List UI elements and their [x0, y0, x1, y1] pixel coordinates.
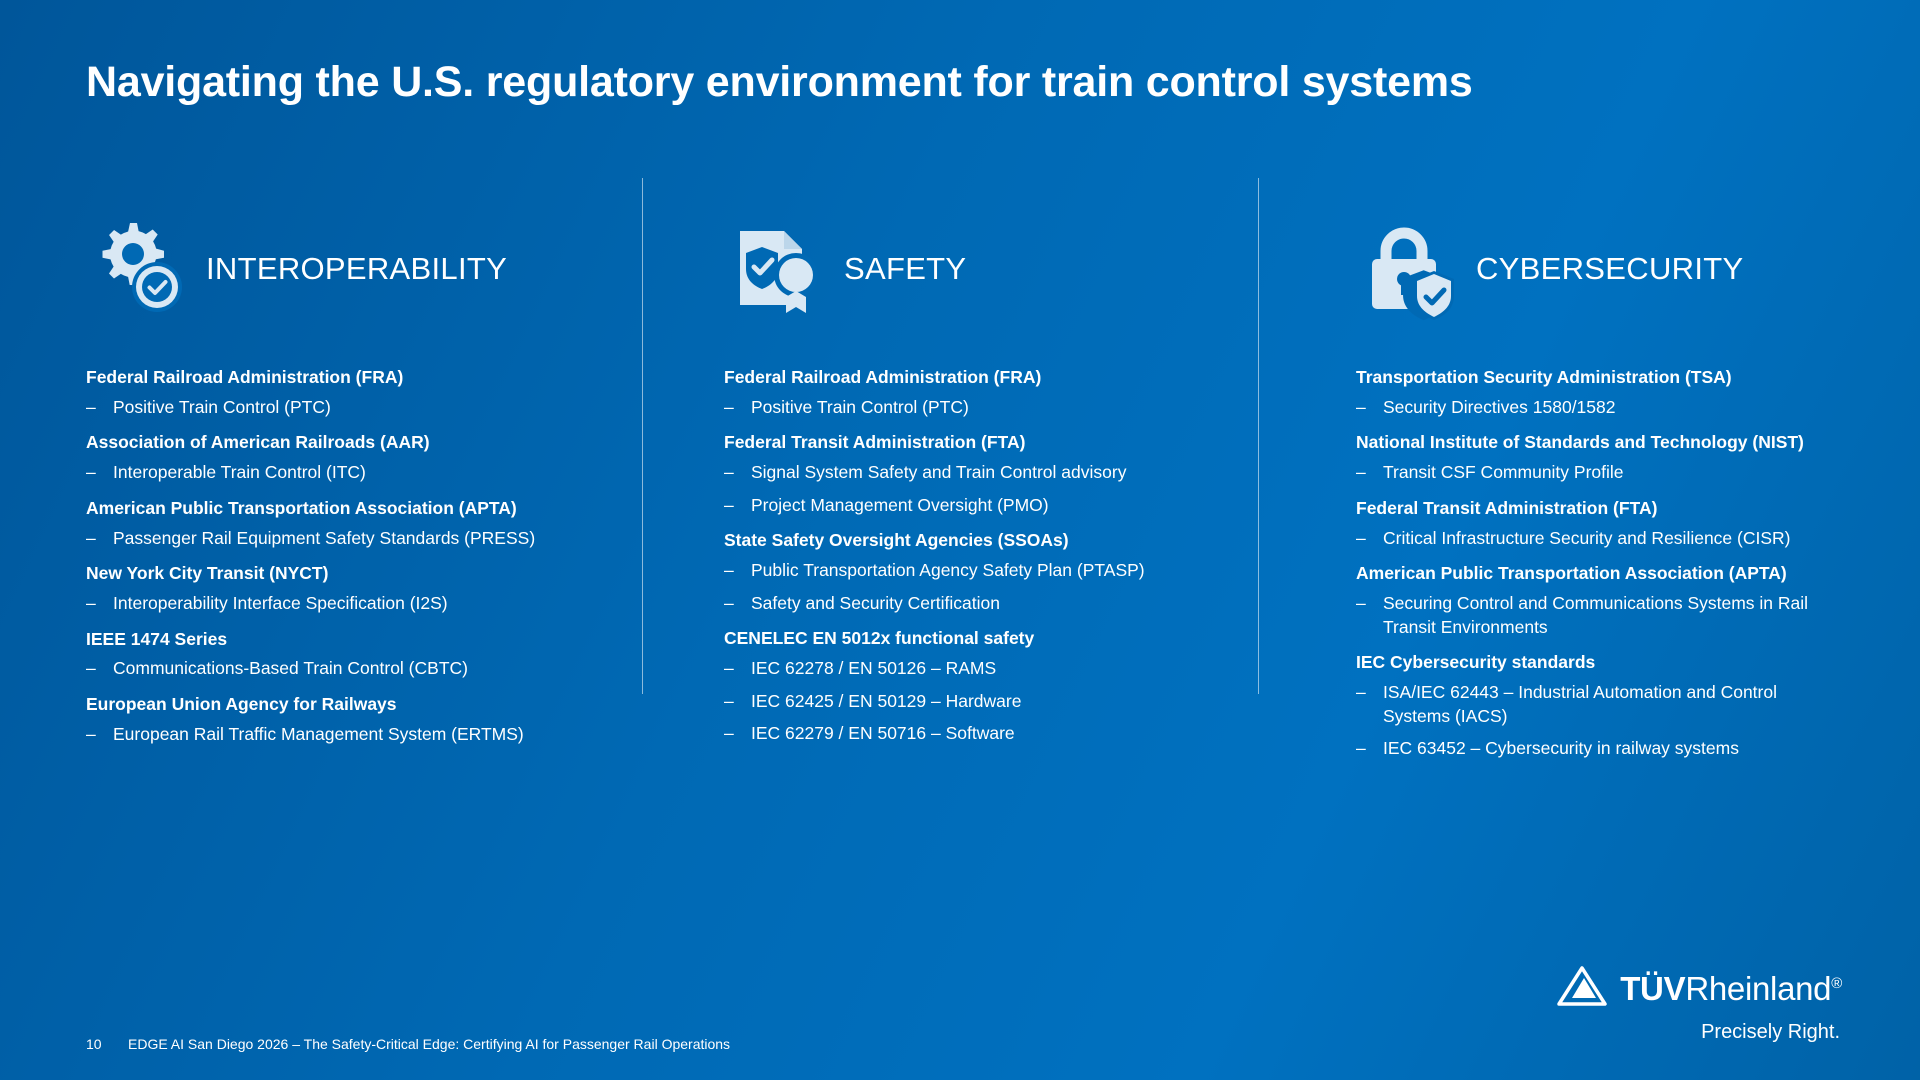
- list-item: [86, 527, 658, 551]
- group-title: IEEE 1474 Series: [86, 628, 228, 649]
- group-title: Association of American Railroads (AAR): [86, 432, 430, 453]
- column-header: [86, 210, 658, 328]
- column-header: [724, 210, 1270, 328]
- list-item-label: Security Directives 1580/1582: [1383, 396, 1616, 417]
- list-item: [724, 396, 1270, 420]
- column-cybersecurity: [1310, 210, 1846, 773]
- list-item-label: Project Management Oversight (PMO): [751, 494, 1049, 515]
- bullet-dash: –: [724, 560, 734, 581]
- group: [724, 627, 1270, 746]
- list-item: [724, 592, 1270, 616]
- group: [1356, 366, 1846, 419]
- list-item-label: Interoperable Train Control (ITC): [113, 462, 366, 483]
- list-item: [86, 592, 658, 616]
- logo-name-bold: TÜV: [1620, 970, 1686, 1007]
- bullet-dash: –: [724, 396, 734, 417]
- group: [86, 497, 658, 550]
- group: [1356, 651, 1846, 761]
- bullet-dash: –: [86, 462, 96, 483]
- bullet-dash: –: [1356, 592, 1366, 613]
- list-item: [724, 494, 1270, 518]
- group-title: Transportation Security Administration (TSA): [1356, 367, 1732, 387]
- list-item: [86, 396, 658, 420]
- list-item: [724, 461, 1270, 485]
- logo-registered: ®: [1831, 975, 1842, 992]
- list-item-label: Communications-Based Train Control (CBTC): [113, 658, 468, 679]
- column-header: [1356, 210, 1846, 328]
- bullet-dash: –: [1356, 527, 1366, 548]
- list-item: [86, 461, 658, 485]
- bullet-dash: –: [86, 527, 96, 548]
- group-title: American Public Transportation Association (APTA): [86, 497, 517, 518]
- group-title: CENELEC EN 5012x functional safety: [724, 628, 1035, 649]
- list-item-label: Transit CSF Community Profile: [1383, 462, 1624, 483]
- group: [724, 366, 1270, 419]
- page-title: Navigating the U.S. regulatory environment for train control systems: [86, 58, 1473, 106]
- group-title: National Institute of Standards and Technology (NIST): [1356, 432, 1804, 453]
- list-item: [86, 723, 658, 747]
- list-item: [86, 657, 658, 681]
- list-item: [724, 690, 1270, 714]
- group: [86, 628, 658, 681]
- logo-name-regular: Rheinland: [1685, 970, 1832, 1007]
- group-title: New York City Transit (NYCT): [86, 563, 329, 584]
- list-item-label: European Rail Traffic Management System (ERTMS): [113, 723, 524, 744]
- list-item: [724, 559, 1270, 583]
- list-item: [724, 722, 1270, 746]
- list-item: [1356, 527, 1846, 551]
- list-item-label: Public Transportation Agency Safety Plan (PTASP): [751, 560, 1145, 581]
- column-safety: [698, 210, 1310, 773]
- bullet-dash: –: [86, 396, 96, 417]
- bullet-dash: –: [724, 658, 734, 679]
- group-title: European Union Agency for Railways: [86, 693, 397, 714]
- bullet-dash: –: [724, 592, 734, 613]
- document-shield-check-icon: [724, 217, 828, 321]
- group: [1356, 562, 1846, 639]
- group: [86, 562, 658, 615]
- list-item-label: Passenger Rail Equipment Safety Standards (PRESS): [113, 527, 536, 548]
- list-item-label: Signal System Safety and Train Control advisory: [751, 462, 1127, 483]
- list-item-label: Interoperability Interface Specification (I2S): [113, 592, 448, 613]
- bullet-dash: –: [86, 592, 96, 613]
- gears-checkmark-icon: [86, 217, 190, 321]
- group: [724, 529, 1270, 615]
- tuv-rheinland-triangle-icon: [1556, 964, 1608, 1013]
- list-item-label: IEC 62425 / EN 50129 – Hardware: [751, 690, 1022, 711]
- bullet-dash: –: [1356, 462, 1366, 483]
- list-item-label: Securing Control and Communications Systems in Rail Transit Environments: [1383, 592, 1809, 637]
- padlock-shield-check-icon: [1356, 217, 1460, 321]
- group: [86, 366, 658, 419]
- logo-wordmark: [1620, 972, 1842, 1005]
- list-item: [1356, 461, 1846, 485]
- column-title: INTEROPERABILITY: [206, 251, 508, 286]
- list-item-label: ISA/IEC 62443 – Industrial Automation and Control Systems (IACS): [1383, 681, 1777, 726]
- bullet-dash: –: [1356, 738, 1366, 759]
- logo-tagline: Precisely Right.: [1701, 1021, 1840, 1043]
- list-item: [1356, 681, 1846, 728]
- group-title: Federal Transit Administration (FTA): [1356, 497, 1658, 518]
- list-item: [1356, 396, 1846, 420]
- group-title: Federal Railroad Administration (FRA): [724, 367, 1042, 387]
- list-item: [1356, 737, 1846, 761]
- list-item: [1356, 592, 1846, 639]
- list-item-label: Critical Infrastructure Security and Resilience (CISR): [1383, 527, 1791, 548]
- brand-logo: [1556, 964, 1842, 1044]
- bullet-dash: –: [86, 723, 96, 744]
- list-item-label: IEC 63452 – Cybersecurity in railway systems: [1383, 738, 1739, 759]
- bullet-dash: –: [1356, 681, 1366, 702]
- group: [724, 431, 1270, 517]
- columns-container: [86, 210, 1846, 773]
- column-title: CYBERSECURITY: [1476, 251, 1744, 286]
- list-item-label: Positive Train Control (PTC): [751, 396, 969, 417]
- bullet-dash: –: [1356, 396, 1366, 417]
- group-title: Federal Transit Administration (FTA): [724, 432, 1026, 453]
- logo-row: [1556, 964, 1842, 1013]
- group: [1356, 497, 1846, 550]
- group-title: State Safety Oversight Agencies (SSOAs): [724, 530, 1069, 551]
- bullet-dash: –: [724, 723, 734, 744]
- group: [86, 431, 658, 484]
- bullet-dash: –: [724, 494, 734, 515]
- group-title: Federal Railroad Administration (FRA): [86, 367, 404, 387]
- list-item-label: IEC 62279 / EN 50716 – Software: [751, 723, 1015, 744]
- group: [1356, 431, 1846, 484]
- list-item-label: IEC 62278 / EN 50126 – RAMS: [751, 658, 997, 679]
- group-title: IEC Cybersecurity standards: [1356, 652, 1596, 673]
- bullet-dash: –: [724, 690, 734, 711]
- list-item: [724, 657, 1270, 681]
- column-interoperability: [86, 210, 698, 773]
- group-title: American Public Transportation Association (APTA): [1356, 563, 1787, 584]
- group: [86, 693, 658, 746]
- list-item-label: Positive Train Control (PTC): [113, 396, 331, 417]
- page-number: 10: [86, 1036, 102, 1052]
- bullet-dash: –: [86, 658, 96, 679]
- bullet-dash: –: [724, 462, 734, 483]
- column-title: SAFETY: [844, 251, 967, 286]
- footer: [86, 1036, 730, 1052]
- list-item-label: Safety and Security Certification: [751, 592, 1001, 613]
- footer-text: EDGE AI San Diego 2026 – The Safety-Critical Edge: Certifying AI for Passenger Rail Operations: [128, 1036, 731, 1052]
